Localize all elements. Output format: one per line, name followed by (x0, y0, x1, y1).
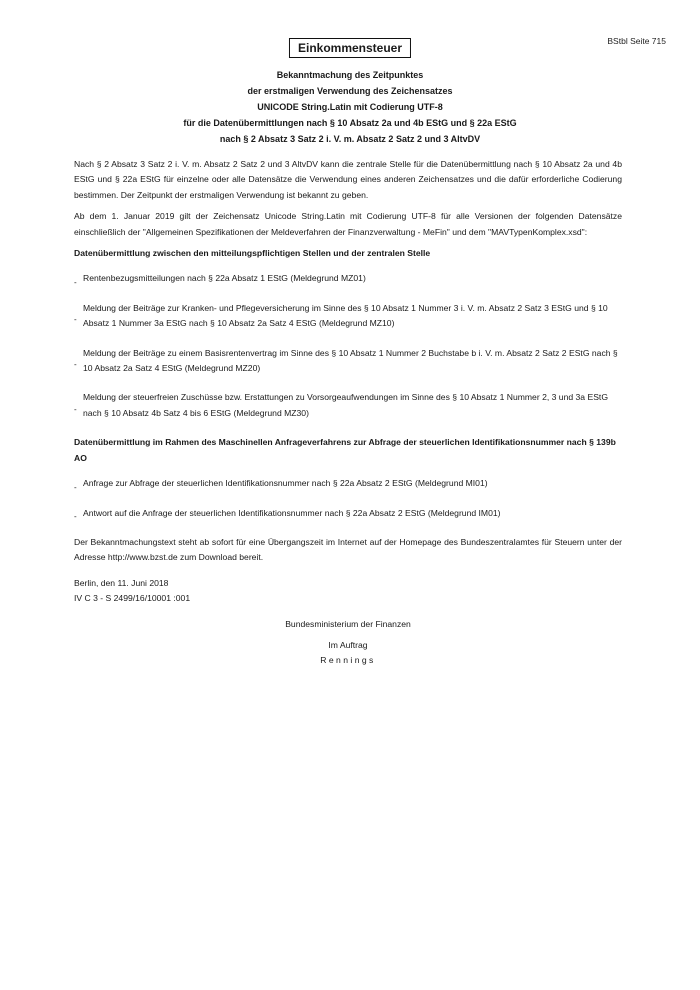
list-item (74, 390, 622, 421)
bullet-dash-icon: - (74, 404, 77, 414)
signatory-name: Rennings (320, 655, 376, 666)
bullet-dash-icon: - (74, 278, 77, 288)
file-reference: IV C 3 - S 2499/16/10001 :001 (74, 593, 191, 604)
ministry-name: Bundesministerium der Finanzen (285, 618, 411, 629)
subheading-query-procedure: Datenübermittlung im Rahmen des Maschinellen Anfrageverfahrens zur Abfrage der steuerlichen Identifikationsnummer nach § 139b AO (74, 437, 616, 463)
paragraph-download-info: Der Bekanntmachungstext steht ab sofort für eine Übergangszeit im Internet auf der Homepage des Bundeszentralamtes für Steuern unter der Adresse http://www.bzst.de zum Download bereit. (74, 536, 622, 563)
page-number: BStbl Seite 715 (607, 36, 666, 46)
announcement-heading (0, 67, 700, 147)
list-item-text: Anfrage zur Abfrage der steuerlichen Identifikationsnummer nach § 22a Absatz 2 EStG (Meldegrund MI01) (83, 478, 488, 489)
signature-block-left (74, 576, 622, 607)
heading-line: UNICODE String.Latin mit Codierung UTF-8 (257, 102, 443, 112)
list-item-text: Meldung der Beiträge zu einem Basisrentenvertrag im Sinne des § 10 Absatz 1 Nummer 2 Buchstabe b i. V. m. Absatz 2 Satz 2 EStG nach § 10 Absatz 2a Satz 4 EStG (Meldegrund MZ20) (83, 347, 618, 374)
bullet-dash-icon: - (74, 512, 77, 522)
on-behalf-label: Im Auftrag (328, 639, 368, 650)
bullet-dash-icon: - (74, 315, 77, 325)
list-item (74, 506, 622, 521)
heading-line: für die Datenübermittlungen nach § 10 Absatz 2a und 4b EStG und § 22a EStG (183, 118, 517, 128)
paragraph-legal-basis: Nach § 2 Absatz 3 Satz 2 i. V. m. Absatz 2 Satz 2 und 3 AltvDV kann die zentrale Stelle für die Datenübermittlung nach § 10 Absatz 2a und 4b EStG und § 22a EStG für einzelne oder alle Datensätze die Verwendung eines anderen Zeichensatzes und die dafür erforderliche Codierung bestimmen. Der Zeitpunkt der erstmaligen Verwendung ist bekannt zu geben. (74, 159, 622, 200)
paragraph-effective-date: Ab dem 1. Januar 2019 gilt der Zeichensatz Unicode String.Latin mit Codierung UTF-8 für alle Versionen der folgenden Datensätze einschließlich der "Allgemeinen Spezifikationen der Meldeverfahren der Finanzverwaltung - MeFin" und dem "MAVTypenKomplex.xsd": (74, 211, 622, 237)
signature-block-center (74, 617, 622, 669)
section-title-box: Einkommensteuer (289, 38, 411, 58)
list-item-text: Meldung der Beiträge zur Kranken- und Pflegeversicherung im Sinne des § 10 Absatz 1 Nummer 3 i. V. m. Absatz 2 Satz 3 EStG und § 10 Absatz 1 Nummer 3a EStG nach § 10 Absatz 2a Satz 4 EStG (Meldegrund MZ10) (83, 302, 608, 329)
list-item (74, 301, 622, 332)
document-body (74, 157, 622, 669)
bullet-dash-icon: - (74, 360, 77, 370)
heading-line: nach § 2 Absatz 3 Satz 2 i. V. m. Absatz 2 Satz 2 und 3 AltvDV (219, 134, 481, 144)
place-date: Berlin, den 11. Juni 2018 (74, 577, 169, 588)
list-item (74, 346, 622, 377)
list-item-text: Antwort auf die Anfrage der steuerlichen Identifikationsnummer nach § 22a Absatz 2 EStG (Meldegrund IM01) (83, 507, 501, 518)
heading-line: Bekanntmachung des Zeitpunktes (276, 70, 424, 80)
heading-line: der erstmaligen Verwendung des Zeichensatzes (247, 86, 453, 96)
list-item-text: Meldung der steuerfreien Zuschüsse bzw. Erstattungen zu Vorsorgeaufwendungen im Sinne des § 10 Absatz 1 Nummer 2, 3 und 3a EStG nach § 10 Absatz 4b Satz 4 bis 6 EStG (Meldegrund MZ30) (83, 392, 609, 418)
list-item (74, 476, 622, 491)
bullet-dash-icon: - (74, 482, 77, 492)
list-item-text: Rentenbezugsmitteilungen nach § 22a Absatz 1 EStG (Meldegrund MZ01) (83, 273, 366, 284)
list-item (74, 271, 622, 286)
subheading-reporting-entities: Datenübermittlung zwischen den mitteilungspflichtigen Stellen und der zentralen Stelle (74, 248, 431, 259)
